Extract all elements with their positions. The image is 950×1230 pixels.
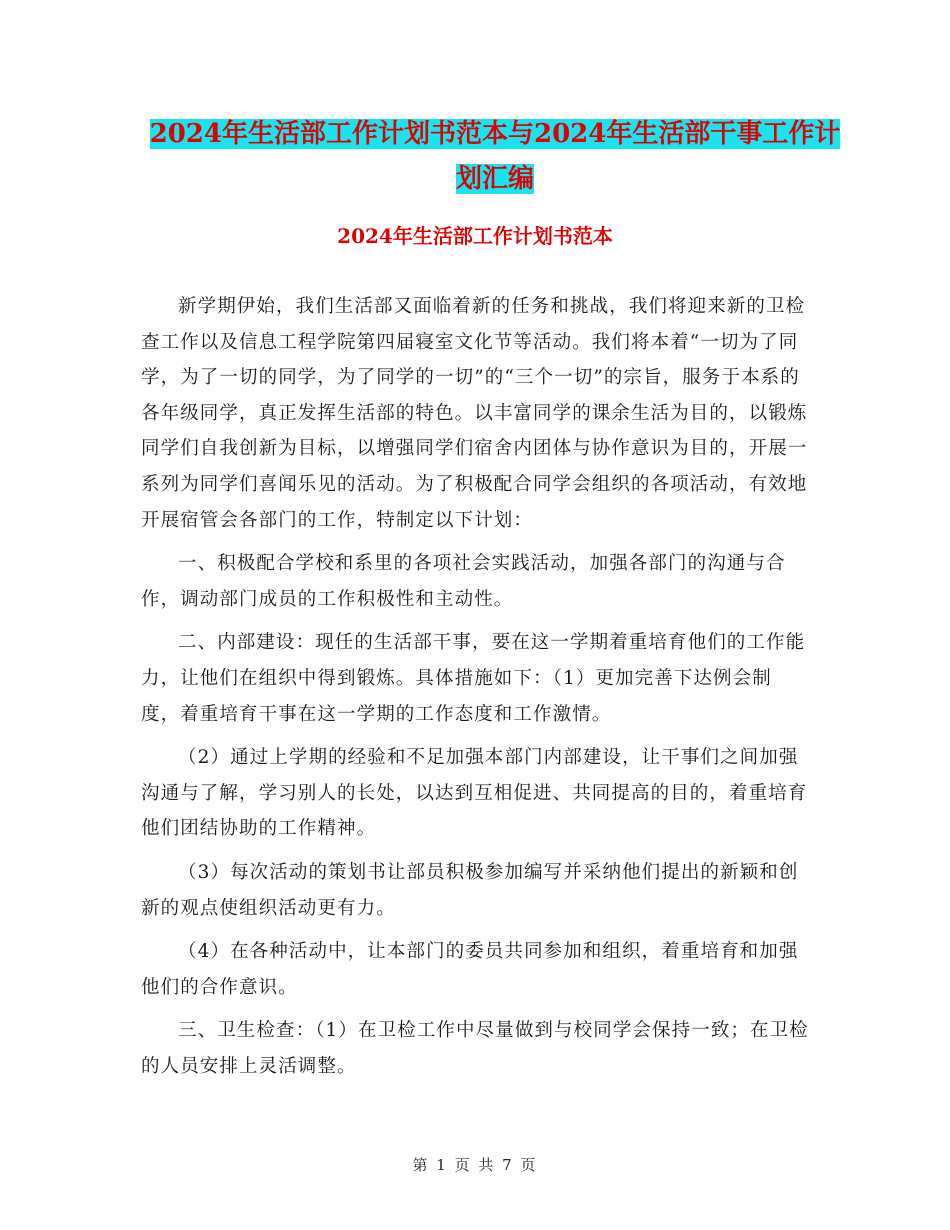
paragraph-item-2-2: （2）通过上学期的经验和不足加强本部门内部建设，让干事们之间加强沟通与了解，学习别人的长处，以达到互相促进、共同提高的目的，着重培育他们团结协助的工作精神。 xyxy=(141,747,808,840)
document-title-text: 2024年生活部工作计划书范本与2024年生活部干事工作计划汇编 xyxy=(149,119,841,194)
paragraph-item-3: 三、卫生检查：（1）在卫检工作中尽量做到与校同学会保持一致；在卫检的人员安排上灵活调整。 xyxy=(141,1020,809,1077)
page-footer: 第 1 页 共 7 页 xyxy=(412,1156,538,1174)
document-title xyxy=(140,112,850,202)
paragraph-item-1: 一、积极配合学校和系里的各项社会实践活动，加强各部门的沟通与合作，调动部门成员的工作积极性和主动性。 xyxy=(141,553,786,610)
paragraph-item-2-4: （4）在各种活动中，让本部门的委员共同参加和组织，着重培育和加强他们的合作意识。 xyxy=(141,941,799,998)
section-title: 2024年生活部工作计划书范本 xyxy=(337,224,613,248)
paragraph-intro: 新学期伊始，我们生活部又面临着新的任务和挑战，我们将迎来新的卫检查工作以及信息工程学院第四届寝室文化节等活动。我们将本着“一切为了同学，为了一切的同学，为了同学的一切”的“三个一切”的宗旨，服务于本系的各年级同学，真正发挥生活部的特色。以丰富同学的课余生活为目的，以锻炼同学们自我创新为目标，以增强同学们宿舍内团体与协作意识为目的，开展一系列为同学们喜闻乐见的活动。为了积极配合同学会组织的各项活动，有效地开展宿管会各部门的工作，特制定以下计划： xyxy=(141,296,808,531)
paragraph-item-2: 二、内部建设：现任的生活部干事，要在这一学期着重培育他们的工作能力，让他们在组织中得到锻炼。具体措施如下：（1）更加完善下达例会制度，着重培育干事在这一学期的工作态度和工作激情。 xyxy=(141,632,806,725)
document-body xyxy=(141,289,809,1084)
paragraph-item-2-3: （3）每次活动的策划书让部员积极参加编写并采纳他们提出的新颖和创新的观点使组织活动更有力。 xyxy=(141,861,799,919)
